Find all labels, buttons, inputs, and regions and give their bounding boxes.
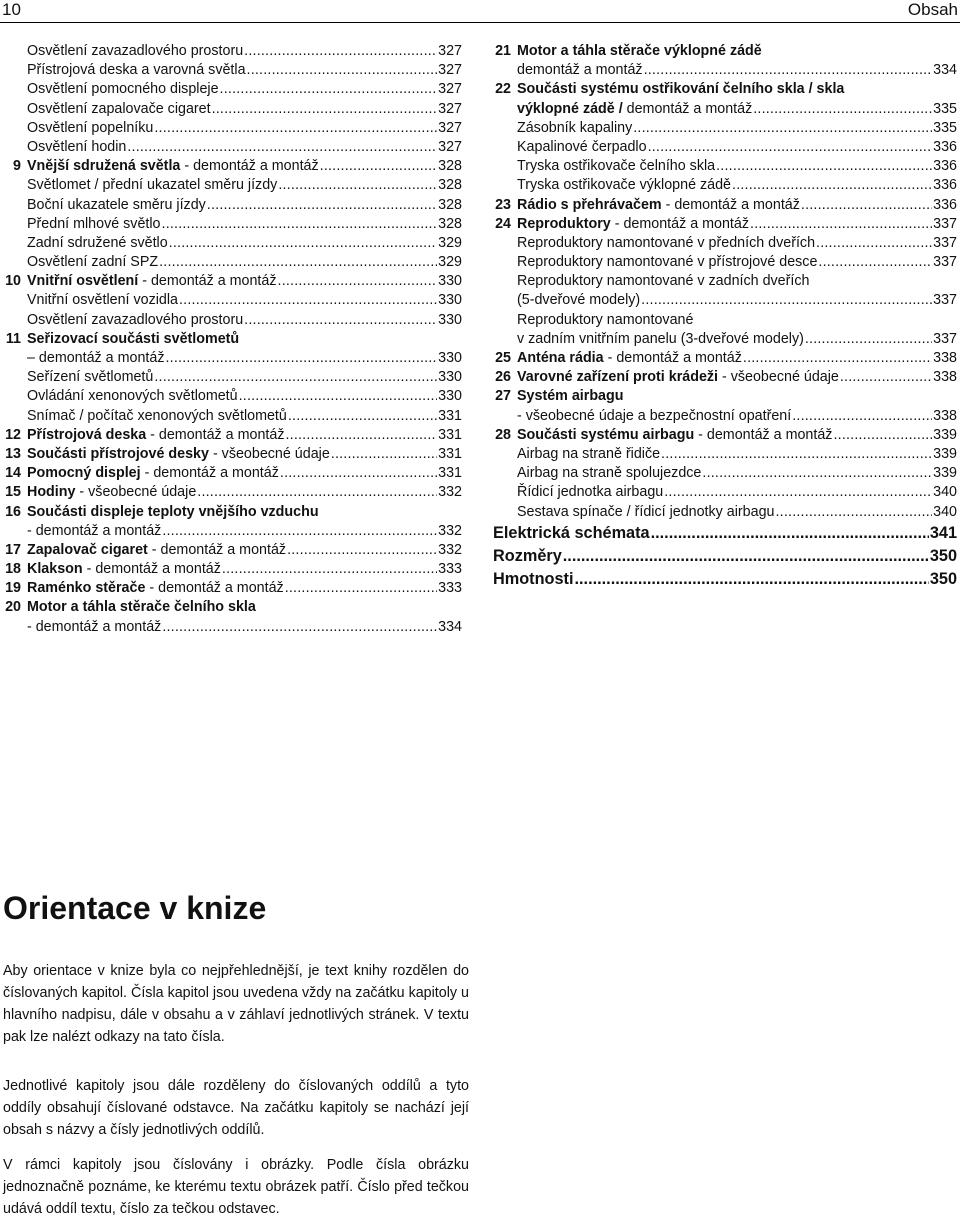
toc-entry-label: (5-dveřové modely) (517, 292, 641, 309)
toc-page-number: 331 (438, 445, 462, 462)
toc-page-number: 328 (438, 158, 462, 175)
toc-entry-label: Součásti přístrojové desky (27, 445, 209, 462)
chapter-number: 28 (495, 426, 511, 443)
toc-entry-label: – demontáž a montáž (27, 350, 165, 366)
toc-page-number: 330 (438, 350, 462, 366)
orientation-paragraph: V rámci kapitoly jsou číslovány i obrázky. Podle čísla obrázku jednoznačně poznáme, ke kterému textu obrázek patří. Číslo před tečkou udává oddíl textu, číslo za tečkou odstavec. (3, 1157, 469, 1217)
toc-page-number: 339 (933, 426, 957, 443)
dot-leader (162, 215, 438, 234)
toc-entry-label: Seřizovací součásti světlometů (27, 330, 240, 347)
chapter-number: 13 (5, 445, 21, 462)
toc-entry (3, 61, 462, 80)
toc-entry-label: - demontáž a montáž (27, 618, 162, 635)
toc-right-column (493, 42, 957, 591)
toc-entry-label: Reproduktory namontované v předních dveřích (517, 234, 816, 251)
toc-entry (3, 80, 462, 99)
toc-page-number: 338 (933, 407, 957, 424)
toc-entry (3, 541, 462, 560)
dot-leader (154, 368, 437, 387)
toc-entry (3, 407, 462, 426)
toc-entry-suffix: - demontáž a montáž (145, 580, 284, 597)
toc-page-number: 327 (438, 138, 462, 155)
toc-entry (3, 311, 462, 330)
toc-page-number: 341 (929, 523, 957, 542)
toc-entry (493, 138, 957, 157)
toc-entry (493, 426, 957, 445)
toc-entry-label: Tryska ostřikovače čelního skla (517, 158, 716, 175)
toc-entry (493, 464, 957, 483)
toc-entry-label: Zadní sdružené světlo (27, 234, 168, 251)
toc-page-number: 334 (933, 62, 957, 79)
dot-leader (702, 464, 932, 483)
chapter-number: 25 (495, 350, 511, 366)
toc-entry-label: Řídicí jednotka airbagu (517, 484, 664, 501)
chapter-number: 23 (495, 196, 511, 213)
toc-entry-label: Světlomet / přední ukazatel směru jízdy (27, 177, 278, 194)
toc-entry (3, 387, 462, 406)
dot-leader (651, 522, 929, 545)
toc-entry (3, 349, 462, 368)
orientation-paragraph: Jednotlivé kapitoly jsou dále rozděleny do číslovaných oddílů a tyto oddíly obsahují číslované odstavce. Na začátku kapitoly se nachází její obsah s názvy a čísly jednotlivých oddílů. (3, 1078, 469, 1138)
toc-entry (493, 503, 957, 522)
orientation-heading: Orientace v knize (3, 890, 267, 926)
toc-entry (3, 426, 462, 445)
toc-entry (493, 272, 957, 291)
dot-leader (166, 349, 438, 368)
toc-entry (493, 61, 957, 80)
dot-leader (285, 579, 437, 598)
toc-entry-suffix: - demontáž a montáž (82, 561, 221, 578)
toc-page-number: 327 (438, 43, 462, 59)
toc-page-number: 330 (438, 369, 462, 386)
toc-entry-label: Motor a táhla stěrače čelního skla (27, 599, 256, 616)
toc-entry (493, 330, 957, 349)
toc-entry-label: - demontáž a montáž (27, 522, 162, 539)
toc-page-number: 328 (438, 215, 462, 232)
chapter-number: 11 (5, 330, 21, 347)
toc-entry-label: Osvětlení zapalovače cigaret (27, 100, 211, 117)
toc-entry-suffix: - demontáž a montáž (147, 541, 287, 558)
toc-entry-label: Zásobník kapaliny (517, 119, 633, 136)
toc-entry-label: Reproduktory namontované (517, 311, 694, 328)
toc-entry (3, 234, 462, 253)
toc-entry (3, 503, 462, 522)
toc-page-number: 335 (933, 119, 957, 136)
dot-leader (818, 253, 932, 272)
toc-entry-label: Přístrojová deska a varovná světla (27, 62, 246, 79)
toc-page-number: 329 (438, 234, 462, 251)
dot-leader (716, 157, 932, 176)
dot-leader (563, 545, 929, 568)
toc-entry (3, 272, 462, 291)
chapter-number: 18 (5, 561, 21, 578)
toc-page-number: 329 (438, 254, 462, 271)
toc-left-column (3, 42, 462, 637)
toc-entry-label: Raménko stěrače (27, 580, 146, 597)
page-number: 10 (2, 0, 21, 19)
toc-page-number: 332 (438, 541, 462, 558)
dot-leader (239, 387, 438, 406)
toc-entry (493, 445, 957, 464)
chapter-number: 20 (5, 599, 21, 616)
toc-entry (3, 176, 462, 195)
dot-leader (805, 330, 932, 349)
toc-page-number: 330 (438, 273, 462, 290)
chapter-number: 12 (5, 426, 21, 443)
dot-leader (743, 349, 932, 368)
toc-entry-label: Přední mlhové světlo (27, 215, 161, 232)
toc-entry-label: Rozměry (493, 546, 562, 565)
toc-entry-label: Ovládání xenonových světlometů (27, 388, 238, 405)
toc-entry (493, 176, 957, 195)
toc-page-number: 328 (438, 177, 462, 194)
toc-entry (493, 311, 957, 330)
toc-entry-label: Boční ukazatele směru jízdy (27, 196, 206, 213)
toc-entry-label: Součásti systému airbagu (517, 426, 695, 443)
toc-entry-label: Přístrojová deska (27, 426, 147, 443)
toc-entry (493, 349, 957, 368)
toc-page-number: 336 (933, 158, 957, 175)
dot-leader (222, 560, 437, 579)
toc-page-number: 350 (929, 569, 957, 588)
dot-leader (280, 464, 437, 483)
toc-page-number: 328 (438, 196, 462, 213)
toc-entry (493, 387, 957, 406)
toc-entry (493, 157, 957, 176)
toc-page-number: 337 (933, 234, 957, 251)
chapter-number: 16 (5, 503, 21, 520)
toc-page-number: 337 (933, 254, 957, 271)
toc-page-number: 339 (933, 465, 957, 482)
toc-entry-suffix: - demontáž a montáž (146, 426, 285, 443)
section-title: Obsah (907, 0, 958, 19)
dot-leader (816, 234, 932, 253)
toc-page-number: 330 (438, 388, 462, 405)
toc-entry-suffix: - všeobecné údaje (718, 369, 839, 386)
toc-entry (3, 445, 462, 464)
toc-entry (493, 42, 957, 61)
toc-entry-label: - všeobecné údaje a bezpečnostní opatření (517, 407, 792, 424)
dot-leader (633, 119, 932, 138)
toc-entry-label: Tryska ostřikovače výklopné zádě (517, 177, 732, 194)
toc-entry-label: Kapalinové čerpadlo (517, 138, 647, 155)
toc-entry-suffix: - demontáž a montáž (140, 465, 279, 482)
toc-entry (493, 196, 957, 215)
toc-page-number: 350 (929, 546, 957, 565)
toc-entry-label: Sestava spínače / řídicí jednotky airbagu (517, 503, 775, 520)
dot-leader (244, 311, 437, 330)
chapter-number: 24 (495, 215, 511, 232)
toc-entry-label: Osvětlení hodin (27, 138, 127, 155)
toc-entry-suffix: - demontáž a montáž (694, 426, 833, 443)
toc-entry (3, 157, 462, 176)
toc-entry (493, 522, 957, 545)
dot-leader (776, 503, 933, 522)
toc-page-number: 327 (438, 100, 462, 117)
toc-page-number: 333 (438, 580, 462, 597)
toc-entry-label: Vnější sdružená světla (27, 158, 181, 175)
toc-page-number: 339 (933, 445, 957, 462)
toc-entry (493, 234, 957, 253)
toc-page-number: 334 (438, 618, 462, 635)
toc-entry-label: výklopné zádě / (517, 100, 623, 117)
dot-leader (278, 176, 437, 195)
toc-entry-suffix: - všeobecné údaje (208, 445, 330, 462)
toc-entry-label: Součásti displeje teploty vnějšího vzduchu (27, 503, 319, 520)
toc-page-number: 337 (933, 292, 957, 309)
toc-entry-label: Airbag na straně řidiče (517, 445, 661, 462)
toc-entry-label: Součásti systému ostřikování čelního skla / skla (517, 81, 845, 98)
toc-page-number: 331 (438, 426, 462, 443)
toc-page-number: 340 (933, 503, 957, 520)
dot-leader (288, 407, 437, 426)
toc-entry-label: Systém airbagu (517, 388, 624, 405)
toc-entry-label: demontáž a montáž (517, 62, 643, 79)
toc-entry-label: Vnitřní osvětlení (27, 273, 139, 290)
toc-entry-label: Airbag na straně spolujezdce (517, 465, 702, 482)
toc-entry (3, 138, 462, 157)
dot-leader (661, 445, 932, 464)
dot-leader (207, 196, 437, 215)
dot-leader (287, 541, 437, 560)
toc-page-number: 332 (438, 522, 462, 539)
dot-leader (154, 119, 437, 138)
toc-entry (493, 119, 957, 138)
toc-page-number: 340 (933, 484, 957, 501)
toc-entry (3, 119, 462, 138)
chapter-number: 27 (495, 388, 511, 405)
toc-entry (3, 215, 462, 234)
dot-leader (331, 445, 437, 464)
orientation-paragraph: Aby orientace v knize byla co nejpřehlednější, je text knihy rozdělen do číslovaných kapitol. Čísla kapitol jsou uvedena vždy na začátku kapitoly u hlavního nadpisu, dále v obsahu a v záhlaví jednotlivých stránek. V textu pak lze nalézt odkazy na tato čísla. (3, 963, 469, 1045)
toc-entry-label: Osvětlení popelníku (27, 119, 154, 136)
toc-entry (493, 545, 957, 568)
dot-leader (644, 61, 933, 80)
dot-leader (732, 176, 932, 195)
toc-page-number: 336 (933, 138, 957, 155)
toc-entry (3, 483, 462, 502)
toc-entry (3, 330, 462, 349)
dot-leader (244, 42, 437, 61)
toc-entry (3, 618, 462, 637)
chapter-number: 17 (5, 541, 21, 558)
chapter-number: 14 (5, 465, 21, 482)
toc-entry-label: Hodiny (27, 484, 76, 501)
toc-entry-suffix: - demontáž a montáž (138, 273, 277, 290)
toc-entry-label: Zapalovač cigaret (27, 541, 148, 558)
toc-entry-label: Osvětlení zavazadlového prostoru (27, 311, 244, 328)
toc-page-number: 331 (438, 407, 462, 424)
dot-leader (664, 483, 932, 502)
toc-page-number: 332 (438, 484, 462, 501)
dot-leader (575, 568, 929, 591)
toc-entry-label: Osvětlení pomocného displeje (27, 81, 219, 98)
dot-leader (247, 61, 438, 80)
toc-entry-label: Motor a táhla stěrače výklopné zádě (517, 43, 762, 59)
dot-leader (641, 291, 932, 310)
toc-entry (493, 80, 957, 99)
toc-page-number: 336 (933, 196, 957, 213)
toc-entry-label: Reproduktory namontované v přístrojové desce (517, 254, 818, 271)
dot-leader (212, 100, 438, 119)
toc-entry-label: Elektrická schémata (493, 523, 650, 542)
toc-page-number: 338 (933, 369, 957, 386)
toc-entry (493, 368, 957, 387)
toc-entry-label: Anténa rádia (517, 350, 604, 366)
toc-entry (3, 560, 462, 579)
toc-entry (3, 464, 462, 483)
toc-entry (3, 598, 462, 617)
dot-leader (159, 253, 437, 272)
toc-entry-label: Vnitřní osvětlení vozidla (27, 292, 178, 309)
toc-page-number: 338 (933, 350, 957, 366)
toc-page-number: 330 (438, 311, 462, 328)
chapter-number: 26 (495, 369, 511, 386)
dot-leader (162, 618, 437, 637)
toc-page-number: 335 (933, 100, 957, 117)
toc-entry (493, 291, 957, 310)
dot-leader (127, 138, 437, 157)
toc-page-number: 327 (438, 62, 462, 79)
toc-entry (3, 579, 462, 598)
toc-entry-suffix: demontáž a montáž (622, 100, 753, 117)
dot-leader (792, 407, 932, 426)
chapter-number: 15 (5, 484, 21, 501)
toc-entry (493, 483, 957, 502)
toc-entry-label: Osvětlení zavazadlového prostoru (27, 43, 244, 59)
toc-entry-suffix: - demontáž a montáž (603, 350, 742, 366)
toc-entry-label: Reproduktory namontované v zadních dveřích (517, 273, 810, 290)
toc-page-number: 333 (438, 561, 462, 578)
dot-leader (169, 234, 437, 253)
dot-leader (320, 157, 437, 176)
dot-leader (753, 100, 932, 119)
toc-entry-label: v zadním vnitřním panelu (3-dveřové modely) (517, 330, 804, 347)
chapter-number: 19 (5, 580, 21, 597)
toc-entry-label: Klakson (27, 561, 83, 578)
dot-leader (750, 215, 932, 234)
toc-entry (3, 253, 462, 272)
chapter-number: 22 (495, 81, 511, 98)
dot-leader (833, 426, 932, 445)
toc-entry-label: Osvětlení zadní SPZ (27, 254, 159, 271)
toc-entry (493, 100, 957, 119)
toc-entry-label: Seřízení světlometů (27, 369, 154, 386)
toc-page-number: 327 (438, 119, 462, 136)
toc-entry (3, 42, 462, 61)
toc-entry-label: Pomocný displej (27, 465, 141, 482)
dot-leader (220, 80, 438, 99)
toc-entry-label: Snímač / počítač xenonových světlometů (27, 407, 287, 424)
dot-leader (179, 291, 437, 310)
toc-entry-suffix: - demontáž a montáž (661, 196, 800, 213)
chapter-number: 9 (13, 158, 21, 175)
chapter-number: 21 (495, 43, 511, 59)
page-header (0, 0, 960, 23)
toc-entry (3, 100, 462, 119)
toc-entry-suffix: - demontáž a montáž (610, 215, 750, 232)
toc-page-number: 336 (933, 177, 957, 194)
dot-leader (278, 272, 438, 291)
toc-entry-suffix: - všeobecné údaje (75, 484, 197, 501)
toc-entry (3, 291, 462, 310)
toc-entry (3, 196, 462, 215)
toc-page-number: 337 (933, 215, 957, 232)
toc-entry (493, 215, 957, 234)
toc-entry-label: Hmotnosti (493, 569, 574, 588)
dot-leader (285, 426, 437, 445)
dot-leader (162, 522, 437, 541)
toc-page-number: 331 (438, 465, 462, 482)
toc-entry-label: Rádio s přehrávačem (517, 196, 662, 213)
toc-entry-label: Reproduktory (517, 215, 611, 232)
dot-leader (801, 196, 932, 215)
dot-leader (840, 368, 932, 387)
toc-page-number: 330 (438, 292, 462, 309)
toc-entry (493, 253, 957, 272)
toc-page-number: 337 (933, 330, 957, 347)
toc-entry (493, 407, 957, 426)
dot-leader (648, 138, 933, 157)
chapter-number: 10 (5, 273, 21, 290)
toc-entry (493, 568, 957, 591)
toc-entry (3, 522, 462, 541)
toc-page-number: 327 (438, 81, 462, 98)
toc-entry-suffix: - demontáž a montáž (180, 158, 319, 175)
toc-entry-label: Varovné zařízení proti krádeži (517, 369, 719, 386)
toc-entry (3, 368, 462, 387)
dot-leader (197, 483, 437, 502)
